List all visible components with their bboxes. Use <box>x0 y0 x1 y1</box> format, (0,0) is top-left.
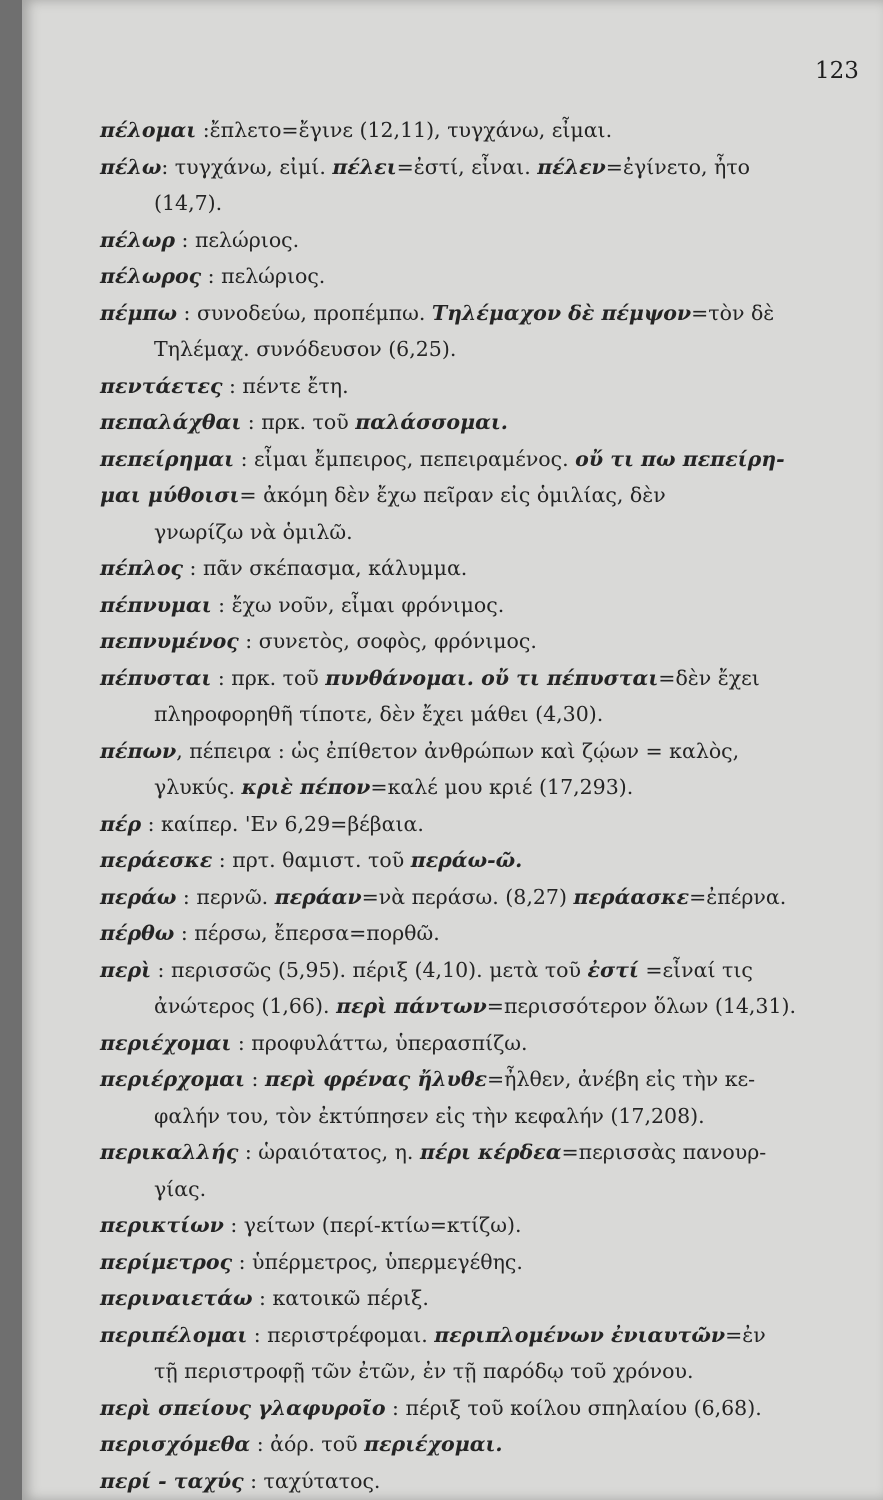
entry-headword: περίμετρος <box>100 1249 233 1274</box>
definition-text: =ἦλθεν, ἀνέβη εἰς τὴν κε- <box>487 1067 756 1091</box>
entry-continuation-line <box>100 477 860 514</box>
definition-text: : ὡραιότατος, η. <box>238 1140 420 1164</box>
definition-text: : ἔχω νοῦν, εἶμαι φρόνιμος. <box>211 592 505 617</box>
entry-headword: πέπων <box>100 738 177 763</box>
definition-text: Τηλέμαχ. συνόδευσον (6,25). <box>154 337 457 361</box>
definition-text: (14,7). <box>154 191 223 215</box>
definition-text: : πελώριος. <box>175 227 300 252</box>
entry-line <box>100 587 860 624</box>
entry-line <box>100 1025 860 1062</box>
entry-continuation-line <box>100 1171 860 1208</box>
highlighted-phrase: περὶ πάντων <box>336 994 487 1018</box>
entry-line <box>100 258 860 295</box>
entry-line <box>100 952 860 989</box>
entry-line <box>100 550 860 587</box>
entry-headword: πεπαλάχθαι <box>100 410 242 434</box>
definition-text: : πρκ. τοῦ <box>211 665 326 690</box>
definition-text: : προφυλάττω, ὑπερασπίζω. <box>231 1030 528 1055</box>
entry-continuation-line <box>100 185 860 222</box>
entry-line <box>100 733 860 770</box>
entry-line <box>100 1317 860 1354</box>
entry-headword: περιέρχομαι <box>100 1067 245 1091</box>
entry-line <box>100 149 860 186</box>
definition-text: φαλήν του, τὸν ἐκτύπησεν εἰς τὴν κεφαλήν (17,208). <box>154 1103 705 1128</box>
highlighted-phrase: περάαν <box>274 884 362 909</box>
highlighted-phrase: περιπλομένων ἐνιαυτῶν <box>434 1322 726 1347</box>
entry-headword: περιπέλομαι <box>100 1322 248 1347</box>
highlighted-phrase: πέλεν <box>537 154 606 179</box>
entry-headword: περιέχομαι <box>100 1030 232 1055</box>
entry-headword: περικαλλής <box>100 1140 239 1164</box>
definition-text: : πᾶν σκέπασμα, κάλυμμα. <box>183 556 468 580</box>
definition-text: : κατοικῶ πέριξ. <box>252 1286 429 1310</box>
entry-line <box>100 222 860 259</box>
dictionary-entries <box>100 112 860 1499</box>
entry-headword: πέλομαι <box>100 118 197 142</box>
entry-line <box>100 842 860 879</box>
definition-text: : <box>244 1067 265 1091</box>
entry-headword: περισχόμεθα <box>100 1432 251 1456</box>
definition-text: , πέπειρα : ὡς ἐπίθετον ἀνθρώπων καὶ ζῴων = καλὸς, <box>176 738 740 763</box>
definition-text: : πρκ. τοῦ <box>241 410 356 434</box>
definition-text: =ἐγίνετο, ἦτο <box>605 154 751 179</box>
entry-line <box>100 1244 860 1281</box>
entry-headword: περιναιετάω <box>100 1286 253 1310</box>
definition-text: =ἐπέρνα. <box>689 884 787 909</box>
highlighted-phrase: Τηλέμαχον δὲ πέμψον <box>431 300 692 325</box>
entry-line <box>100 1134 860 1171</box>
entry-headword: πέμπω <box>100 300 177 325</box>
definition-text: : πέντε ἔτη. <box>222 373 349 398</box>
entry-line <box>100 295 860 332</box>
entry-line <box>100 623 860 660</box>
book-page <box>22 0 883 1500</box>
entry-continuation-line <box>100 514 860 551</box>
definition-text: =καλέ μου κριέ (17,293). <box>370 775 634 799</box>
definition-text: γλυκύς. <box>154 775 242 799</box>
entry-headword: περὶ <box>100 957 152 982</box>
entry-line <box>100 806 860 843</box>
definition-text: : περιστρέφομαι. <box>247 1322 435 1347</box>
definition-text: =εἶναί τις <box>638 957 753 982</box>
entry-line <box>100 1426 860 1463</box>
entry-headword: πέπυσται <box>100 665 212 690</box>
definition-text: : εἶμαι ἔμπειρος, πεπειραμένος. <box>234 446 576 471</box>
definition-text: ἀνώτερος (1,66). <box>154 994 337 1018</box>
entry-headword: περάω <box>100 884 177 909</box>
entry-continuation-line <box>100 696 860 733</box>
definition-text: =τὸν δὲ <box>691 300 775 325</box>
highlighted-phrase: ἐστί <box>587 957 639 982</box>
entry-headword: πεπνυμένος <box>100 629 239 653</box>
entry-continuation-line <box>100 1098 860 1135</box>
entry-headword: πέρθω <box>100 921 175 945</box>
definition-text: πληροφορηθῆ τίποτε, δὲν ἔχει μάθει (4,30). <box>154 702 604 726</box>
definition-text: : τυγχάνω, εἰμί. <box>161 154 333 179</box>
definition-text: : πρτ. θαμιστ. τοῦ <box>212 848 411 872</box>
entry-continuation-line <box>100 331 860 368</box>
definition-text: : πέρσω, ἔπερσα=πορθῶ. <box>174 921 440 945</box>
entry-line <box>100 915 860 952</box>
entry-headword: πέλωρος <box>100 264 202 288</box>
entry-headword: πέρ <box>100 811 142 836</box>
highlighted-phrase: περιέχομαι. <box>364 1432 503 1456</box>
entry-headword: πέλω <box>100 154 162 179</box>
highlighted-phrase: περὶ φρένας ἤλυθε <box>264 1067 487 1091</box>
definition-text: =ἐστί, εἶναι. <box>396 154 538 179</box>
entry-line <box>100 112 860 149</box>
highlighted-phrase: μαι μύθοισι <box>100 483 240 507</box>
highlighted-phrase: πέλει <box>332 154 397 179</box>
definition-text: =ἐν <box>725 1322 766 1347</box>
entry-line <box>100 1061 860 1098</box>
definition-text: : ἀόρ. τοῦ <box>250 1432 365 1456</box>
highlighted-phrase: πυνθάνομαι. οὔ τι πέπυσται <box>325 665 659 690</box>
page-number: 123 <box>815 58 859 84</box>
definition-text: : περισσῶς (5,95). πέριξ (4,10). μετὰ τοῦ <box>151 957 588 982</box>
definition-text: γνωρίζω νὰ ὁμιλῶ. <box>154 519 353 544</box>
entry-line <box>100 404 860 441</box>
entry-continuation-line <box>100 769 860 806</box>
entry-headword: πεντάετες <box>100 373 223 398</box>
definition-text: : ταχύτατος. <box>243 1468 381 1493</box>
highlighted-phrase: οὔ τι πω πεπείρη- <box>575 446 785 471</box>
entry-headword: πέπνυμαι <box>100 592 212 617</box>
entry-continuation-line <box>100 1353 860 1390</box>
entry-headword: περικτίων <box>100 1213 224 1237</box>
entry-headword: πεπείρημαι <box>100 446 235 471</box>
definition-text: =νὰ περάσω. (8,27) <box>361 884 574 909</box>
entry-headword: περί - ταχύς <box>100 1468 244 1493</box>
definition-text: : ὑπέρμετρος, ὑπερμεγέθης. <box>232 1249 523 1274</box>
definition-text: : καίπερ. 'Εν 6,29=βέβαια. <box>141 811 424 836</box>
highlighted-phrase: περάασκε <box>573 884 690 909</box>
definition-text: γίας. <box>154 1176 207 1201</box>
definition-text: = ἀκόμη δὲν ἔχω πεῖραν εἰς ὁμιλίας, δὲν <box>239 483 666 507</box>
entry-line <box>100 879 860 916</box>
definition-text: : πέριξ τοῦ κοίλου σπηλαίου (6,68). <box>385 1395 762 1420</box>
entry-headword: πέπλος <box>100 556 184 580</box>
highlighted-phrase: περάω-ῶ. <box>410 848 523 872</box>
definition-text: =περισσότερον ὅλων (14,31). <box>486 994 797 1018</box>
highlighted-phrase: πέρι κέρδεα <box>419 1140 562 1164</box>
entry-line <box>100 1390 860 1427</box>
definition-text: : περνῶ. <box>176 884 275 909</box>
highlighted-phrase: κριὲ πέπον <box>241 775 371 799</box>
entry-line <box>100 1280 860 1317</box>
entry-headword: πέλωρ <box>100 227 175 252</box>
highlighted-phrase: παλάσσομαι. <box>355 410 508 434</box>
definition-text: :ἔπλετο=ἔγινε (12,11), τυγχάνω, εἶμαι. <box>196 118 613 142</box>
entry-line <box>100 660 860 697</box>
definition-text: : γείτων (περί-κτίω=κτίζω). <box>223 1213 522 1237</box>
entry-headword: περάεσκε <box>100 848 213 872</box>
entry-line <box>100 1207 860 1244</box>
definition-text: : συνοδεύω, προπέμπω. <box>177 300 432 325</box>
definition-text: : πελώριος. <box>201 264 326 288</box>
definition-text: : συνετὸς, σοφὸς, φρόνιμος. <box>238 629 537 653</box>
entry-continuation-line <box>100 988 860 1025</box>
definition-text: τῇ περιστροφῇ τῶν ἐτῶν, ἐν τῇ παρόδῳ τοῦ χρόνου. <box>154 1359 694 1383</box>
entry-line <box>100 1463 860 1500</box>
entry-line <box>100 441 860 478</box>
entry-headword: περὶ σπείους γλαφυροῖο <box>100 1395 386 1420</box>
definition-text: =δὲν ἔχει <box>658 665 760 690</box>
entry-line <box>100 368 860 405</box>
definition-text: =περισσὰς πανουρ- <box>561 1140 767 1164</box>
